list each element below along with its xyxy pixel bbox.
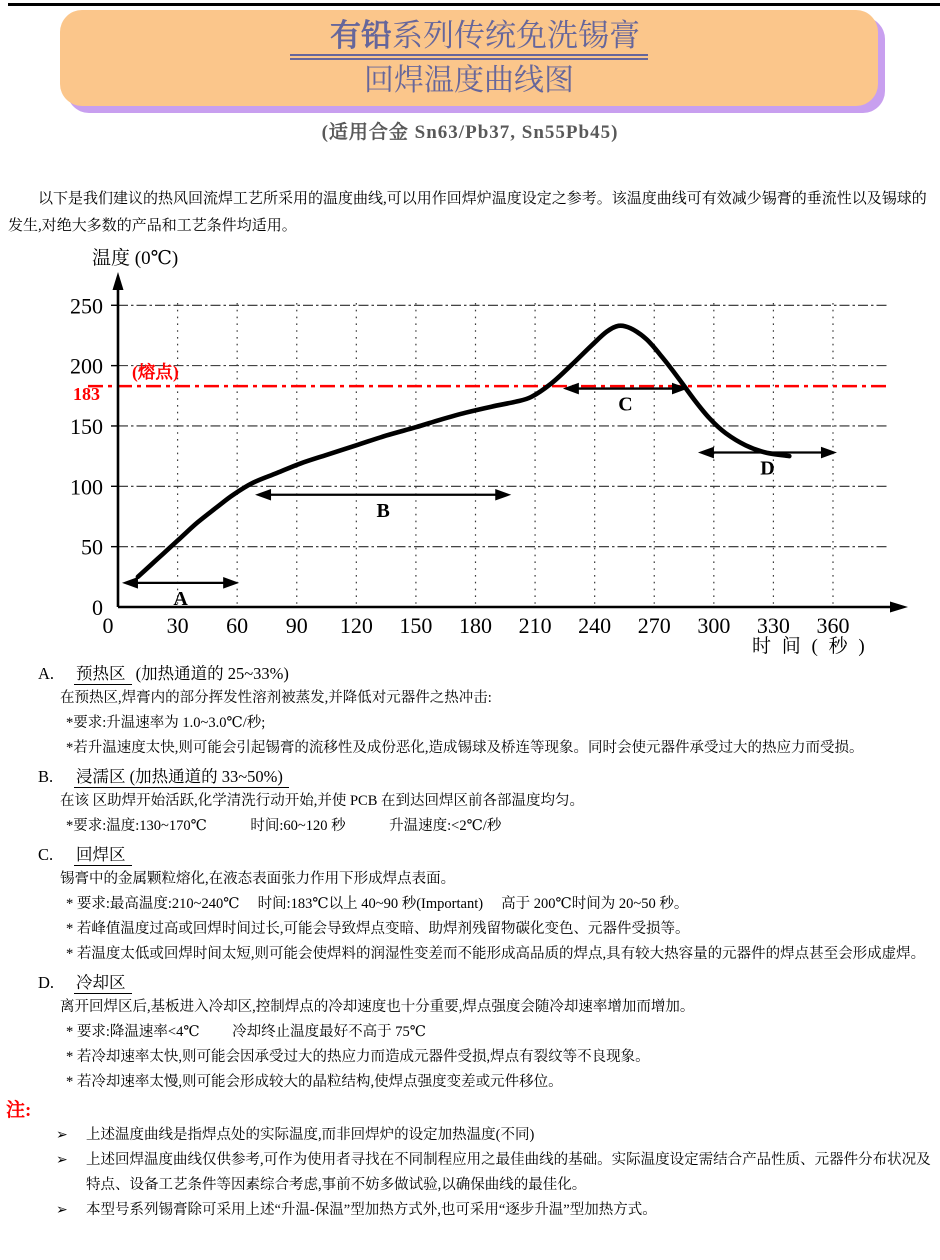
section-title: 回焊区 xyxy=(74,845,132,866)
x-tick-label-90: 90 xyxy=(285,613,308,638)
zone-sections xyxy=(0,661,940,1095)
x-tick-label-270: 270 xyxy=(637,613,671,638)
note-text: 本型号系列锡膏除可采用上述“升温-保温”型加热方式外,也可采用“逐步升温”型加热方式。 xyxy=(86,1202,657,1218)
x-tick-label-180: 180 xyxy=(458,613,492,638)
y-tick-label-150: 150 xyxy=(70,413,103,439)
x-axis-title: 时 间 ( 秒 ) xyxy=(752,636,868,657)
x-tick-label-330: 330 xyxy=(756,613,790,638)
x-tick-label-150: 150 xyxy=(399,613,433,638)
section-B-line: 在该 区助焊开始活跃,化学清洗行动开始,并使 PCB 在到达回焊区前各部温度均匀。 xyxy=(60,793,585,809)
note-bullet-icon: ➢ xyxy=(56,1128,68,1143)
section-title: 预热区 xyxy=(74,664,132,685)
main-title xyxy=(60,13,878,59)
zone-arrowhead-left-A-icon xyxy=(122,577,138,589)
y-tick-label-250: 250 xyxy=(70,293,103,319)
section-letter: D. xyxy=(38,973,55,992)
intro-paragraph: 以下是我们建议的热风回流焊工艺所采用的温度曲线,可以用作回焊炉温度设定之参考。该温度曲线可有效减少锡膏的垂流性以及锡球的发生,对绝大多数的产品和工艺条件均适用。 xyxy=(8,191,927,234)
melting-point-annotation: (熔点) xyxy=(132,362,179,383)
main-title-line2: 回焊温度曲线图 xyxy=(364,64,574,97)
x-tick-label-360: 360 xyxy=(816,613,850,638)
y-tick-label-200: 200 xyxy=(70,353,103,379)
x-axis-arrow-icon xyxy=(890,602,908,613)
section-letter: B. xyxy=(38,767,54,786)
x-tick-label-30: 30 xyxy=(166,613,189,638)
zone-arrowhead-left-D-icon xyxy=(698,447,714,459)
melting-point-value: 183 xyxy=(73,384,100,405)
note-bullet-icon: ➢ xyxy=(56,1203,68,1218)
alloy-subtitle: (适用合金 Sn63/Pb37, Sn55Pb45) xyxy=(321,122,619,143)
section-D-line: * 若冷却速率太快,则可能会因承受过大的热应力而造成元器件受损,焊点有裂纹等不良现象。 xyxy=(66,1049,650,1065)
zone-label-A: A xyxy=(173,587,188,610)
temperature-curve xyxy=(138,326,789,577)
section-C-line: * 若峰值温度过高或回焊时间过长,可能会导致焊点变暗、助焊剂残留物碳化变色、元器件受损等。 xyxy=(66,921,690,937)
page-top-border xyxy=(8,3,940,6)
x-tick-label-210: 210 xyxy=(518,613,552,638)
section-heading-A xyxy=(0,661,940,686)
x-tick-label-60: 60 xyxy=(226,613,249,638)
zone-arrowhead-right-A-icon xyxy=(223,577,239,589)
section-A-line: *要求:升温速率为 1.0~3.0℃/秒; xyxy=(66,715,266,731)
y-axis-arrow-icon xyxy=(113,272,124,290)
section-title: 浸濡区 (加热通道的 33~50%) xyxy=(74,767,289,788)
section-D-line: * 要求:降温速率<4℃ 冷却终止温度最好不高于 75℃ xyxy=(66,1024,427,1040)
x-tick-label-240: 240 xyxy=(578,613,612,638)
section-heading-C xyxy=(0,842,940,867)
zone-label-B: B xyxy=(376,499,390,522)
zone-label-D: D xyxy=(760,457,775,480)
note-item xyxy=(0,1148,940,1198)
section-C-line: 锡膏中的金属颗粒熔化,在液态表面张力作用下形成焊点表面。 xyxy=(60,871,456,887)
note-bullet-icon: ➢ xyxy=(56,1153,68,1168)
section-title-suffix: (加热通道的 25~33%) xyxy=(131,664,289,683)
zone-arrowhead-left-B-icon xyxy=(255,489,271,501)
zone-arrowhead-left-C-icon xyxy=(563,383,579,395)
sections-container xyxy=(0,658,940,1223)
y-axis-title: 温度 (0℃) xyxy=(92,248,179,269)
section-A-line: *若升温速度太快,则可能会引起锡膏的流移性及成份恶化,造成锡球及桥连等现象。同时会使元器件承受过大的热应力而受损。 xyxy=(66,740,864,756)
title-banner xyxy=(60,10,878,106)
section-D-line: 离开回焊区后,基板进入冷却区,控制焊点的冷却速度也十分重要,焊点强度会随冷却速率增加而增加。 xyxy=(60,999,695,1015)
y-tick-label-50: 50 xyxy=(81,534,103,560)
notes-list xyxy=(0,1123,940,1223)
section-letter: C. xyxy=(38,845,54,864)
section-A-line: 在预热区,焊膏内的部分挥发性溶剂被蒸发,并降低对元器件之热冲击: xyxy=(60,690,492,706)
main-title-rest: 系列传统免洗锡膏 xyxy=(392,18,640,53)
y-tick-label-100: 100 xyxy=(70,474,103,500)
chart-svg xyxy=(0,246,940,664)
section-D-line: * 若冷却速率太慢,则可能会形成较大的晶粒结构,使焊点强度变差或元件移位。 xyxy=(66,1074,563,1090)
note-item xyxy=(0,1123,940,1148)
section-C-line: * 若温度太低或回焊时间太短,则可能会使焊料的润湿性变差而不能形成高品质的焊点,具有较大热容量的元器件的焊点甚至会形成虚焊。 xyxy=(66,946,926,962)
zone-label-C: C xyxy=(618,393,633,416)
section-title: 冷却区 xyxy=(74,973,132,994)
main-title-bold: 有铅 xyxy=(330,18,392,53)
section-heading-D xyxy=(0,970,940,995)
note-text: 上述温度曲线是指焊点处的实际温度,而非回焊炉的设定加热温度(不同) xyxy=(86,1127,535,1143)
section-C-line: * 要求:最高温度:210~240℃ 时间:183℃以上 40~90 秒(Important) 高于 200℃时间为 20~50 秒。 xyxy=(66,896,689,912)
section-letter: A. xyxy=(38,664,55,683)
section-B-line: *要求:温度:130~170℃ 时间:60~120 秒 升温速度:<2℃/秒 xyxy=(66,818,502,834)
x-tick-label-0: 0 xyxy=(102,613,114,638)
reflow-temperature-chart xyxy=(0,246,940,664)
x-tick-label-120: 120 xyxy=(339,613,373,638)
zone-arrowhead-right-D-icon xyxy=(821,447,837,459)
y-tick-label-0: 0 xyxy=(92,595,103,620)
zone-arrowhead-right-B-icon xyxy=(495,489,511,501)
notes-label: 注: xyxy=(6,1100,32,1121)
note-text: 上述回焊温度曲线仅供参考,可作为使用者寻找在不同制程应用之最佳曲线的基础。实际温度设定需结合产品性质、元器件分布状况及特点、设备工艺条件等因素综合考虑,事前不妨多做试验,以确保曲线的最佳化。 xyxy=(86,1152,931,1193)
x-tick-label-300: 300 xyxy=(697,613,731,638)
section-heading-B xyxy=(0,764,940,789)
note-item xyxy=(0,1198,940,1223)
